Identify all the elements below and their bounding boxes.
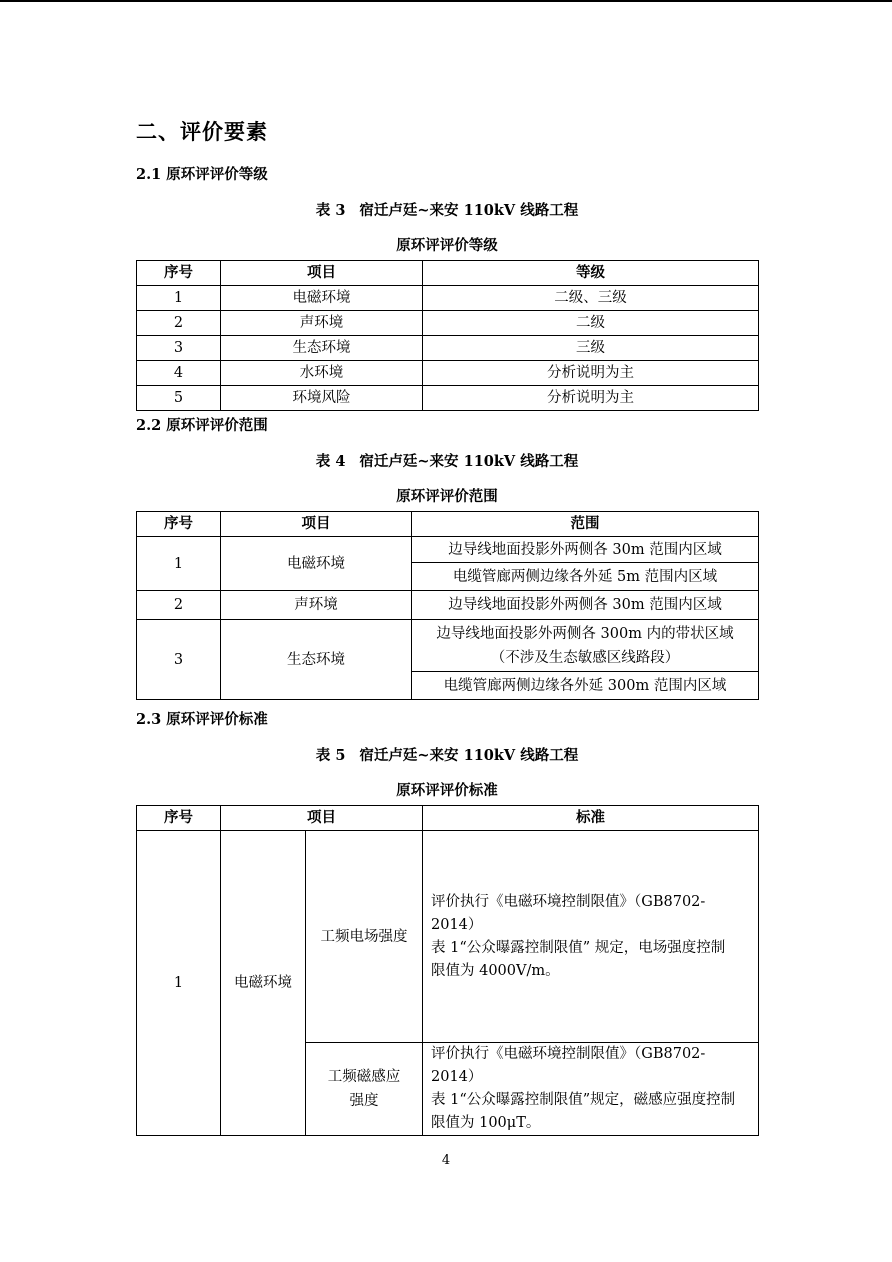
cell-no: 5 bbox=[137, 386, 221, 411]
table-3-assessment-level bbox=[136, 260, 759, 411]
header-standard: 标准 bbox=[423, 806, 759, 831]
heading-2-3: 2.3 原环评评价标准 bbox=[136, 711, 268, 728]
cell-item: 环境风险 bbox=[221, 386, 423, 411]
table3-number: 表 3 bbox=[315, 202, 346, 219]
cell-no: 1 bbox=[137, 286, 221, 311]
table4-subcaption: 原环评评价范围 bbox=[396, 488, 498, 505]
table-row bbox=[137, 336, 759, 361]
cell-scope bbox=[412, 620, 759, 672]
cell-scope: 电缆管廊两侧边缘各外延 5m 范围内区域 bbox=[412, 563, 759, 591]
header-no: 序号 bbox=[137, 512, 221, 537]
table-row bbox=[137, 831, 759, 1043]
cell-no: 2 bbox=[137, 311, 221, 336]
cell-item: 电磁环境 bbox=[221, 831, 306, 1136]
header-item: 项目 bbox=[221, 261, 423, 286]
scope-line: （不涉及生态敏感区线路段） bbox=[490, 649, 680, 666]
cell-level: 分析说明为主 bbox=[423, 361, 759, 386]
table-row bbox=[137, 361, 759, 386]
cell-item: 生态环境 bbox=[221, 620, 412, 700]
cell-scope: 电缆管廊两侧边缘各外延 300m 范围内区域 bbox=[412, 672, 759, 700]
cell-no: 3 bbox=[137, 336, 221, 361]
cell-scope: 边导线地面投影外两侧各 30m 范围内区域 bbox=[412, 591, 759, 620]
header-item: 项目 bbox=[221, 806, 423, 831]
cell-item: 声环境 bbox=[221, 591, 412, 620]
cell-no: 4 bbox=[137, 361, 221, 386]
subitem-line: 工频磁感应 bbox=[327, 1069, 401, 1085]
heading-2-2: 2.2 原环评评价范围 bbox=[136, 417, 268, 434]
cell-subitem: 工频电场强度 bbox=[306, 831, 423, 1043]
standard-line: 限值为 100μT。 bbox=[431, 1115, 541, 1131]
table3-title: 宿迁卢廷~来安 110kV 线路工程 bbox=[359, 202, 579, 219]
subitem-line: 强度 bbox=[349, 1093, 379, 1109]
table-row bbox=[137, 537, 759, 563]
table-header-row bbox=[137, 261, 759, 286]
cell-scope: 边导线地面投影外两侧各 30m 范围内区域 bbox=[412, 537, 759, 563]
header-no: 序号 bbox=[137, 806, 221, 831]
table-4-assessment-scope bbox=[136, 511, 759, 700]
table-row bbox=[137, 591, 759, 620]
header-no: 序号 bbox=[137, 261, 221, 286]
cell-standard bbox=[423, 831, 759, 1043]
cell-level: 三级 bbox=[423, 336, 759, 361]
cell-standard bbox=[423, 1043, 759, 1136]
cell-no: 1 bbox=[137, 537, 221, 591]
table5-number: 表 5 bbox=[315, 747, 346, 764]
table-header-row bbox=[137, 512, 759, 537]
table-row bbox=[137, 386, 759, 411]
cell-subitem bbox=[306, 1043, 423, 1136]
header-level: 等级 bbox=[423, 261, 759, 286]
table4-number: 表 4 bbox=[315, 453, 346, 470]
section-title: 二、评价要素 bbox=[136, 119, 268, 144]
heading-2-1: 2.1 原环评评价等级 bbox=[136, 166, 268, 183]
cell-item: 电磁环境 bbox=[221, 537, 412, 591]
cell-item: 电磁环境 bbox=[221, 286, 423, 311]
table5-caption bbox=[136, 744, 758, 765]
standard-line: 评价执行《电磁环境控制限值》（GB8702-2014） bbox=[431, 893, 706, 933]
cell-item: 水环境 bbox=[221, 361, 423, 386]
cell-no: 1 bbox=[137, 831, 221, 1136]
table5-subcaption: 原环评评价标准 bbox=[396, 782, 498, 799]
cell-no: 3 bbox=[137, 620, 221, 700]
table-row bbox=[137, 286, 759, 311]
cell-level: 二级、三级 bbox=[423, 286, 759, 311]
table-row bbox=[137, 311, 759, 336]
cell-no: 2 bbox=[137, 591, 221, 620]
scope-line: 边导线地面投影外两侧各 300m 内的带状区域 bbox=[436, 625, 734, 642]
top-border-line bbox=[0, 0, 892, 2]
table-5-assessment-standard bbox=[136, 805, 759, 1136]
header-item: 项目 bbox=[221, 512, 412, 537]
table3-caption bbox=[136, 199, 758, 220]
standard-line: 表 1“公众曝露控制限值” 规定，电场强度控制 bbox=[431, 939, 726, 956]
standard-line: 评价执行《电磁环境控制限值》（GB8702-2014） bbox=[431, 1046, 706, 1085]
table5-title: 宿迁卢廷~来安 110kV 线路工程 bbox=[359, 747, 579, 764]
standard-line: 限值为 4000V/m。 bbox=[431, 962, 560, 979]
cell-level: 二级 bbox=[423, 311, 759, 336]
standard-line: 表 1“公众曝露控制限值”规定，磁感应强度控制 bbox=[431, 1092, 736, 1108]
table-row bbox=[137, 620, 759, 672]
cell-level: 分析说明为主 bbox=[423, 386, 759, 411]
header-scope: 范围 bbox=[412, 512, 759, 537]
table4-caption bbox=[136, 450, 758, 471]
table3-subcaption: 原环评评价等级 bbox=[396, 237, 498, 254]
cell-item: 生态环境 bbox=[221, 336, 423, 361]
table4-title: 宿迁卢廷~来安 110kV 线路工程 bbox=[359, 453, 579, 470]
cell-item: 声环境 bbox=[221, 311, 423, 336]
page-number: 4 bbox=[441, 1153, 451, 1168]
table-header-row bbox=[137, 806, 759, 831]
